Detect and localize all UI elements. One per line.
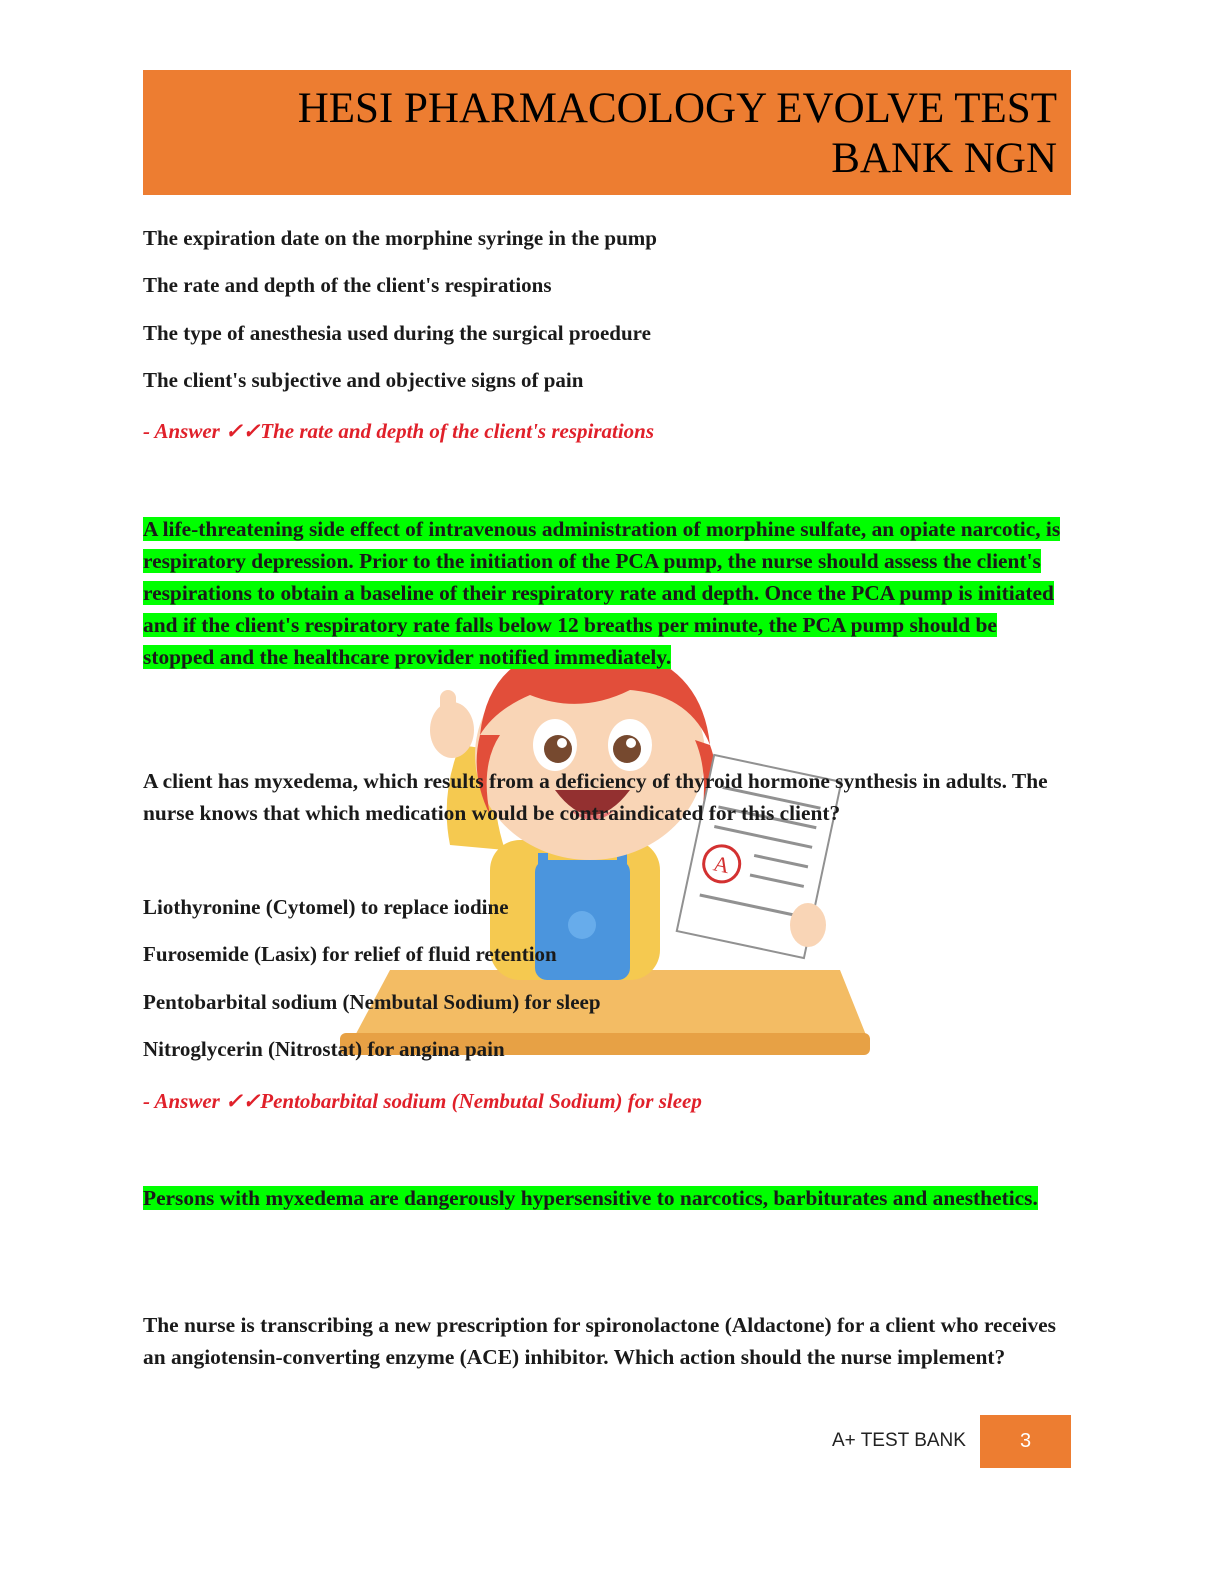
q1-rationale xyxy=(143,513,1073,673)
q1-option-2: The rate and depth of the client's respirations xyxy=(143,273,552,297)
q2-option-4: Nitroglycerin (Nitrostat) for angina pain xyxy=(143,1037,505,1061)
q2-answer: - Answer ✓✓Pentobarbital sodium (Nembutal Sodium) for sleep xyxy=(143,1089,702,1113)
q3-question: The nurse is transcribing a new prescription for spironolactone (Aldactone) for a client who receives an angiotensin-converting enzyme (ACE) inhibitor. Which action should the nurse implement? xyxy=(143,1313,1056,1369)
q2-option-3: Pentobarbital sodium (Nembutal Sodium) for sleep xyxy=(143,990,601,1014)
q2-option-2: Furosemide (Lasix) for relief of fluid retention xyxy=(143,942,557,966)
q1-option-1: The expiration date on the morphine syringe in the pump xyxy=(143,226,657,250)
q2-option-1: Liothyronine (Cytomel) to replace iodine xyxy=(143,895,509,919)
q1-rationale-text: A life-threatening side effect of intravenous administration of morphine sulfate, an opiate narcotic, is respiratory depression. Prior to the initiation of the PCA pump, the nurse should assess the client's respirations to obtain a baseline of their respiratory rate and depth. Once the PCA pump is initiated and if the client's respiratory rate falls below 12 breaths per minute, the PCA pump should be stopped and the healthcare provider notified immediately. xyxy=(143,517,1061,669)
q1-answer: - Answer ✓✓The rate and depth of the client's respirations xyxy=(143,419,655,443)
svg-text:A: A xyxy=(711,850,732,879)
q2-rationale xyxy=(143,1182,1073,1214)
document-title: HESI PHARMACOLOGY EVOLVE TEST BANK NGN xyxy=(297,85,1057,182)
header-banner xyxy=(143,70,1071,195)
page-number: 3 xyxy=(980,1415,1071,1468)
q1-option-4: The client's subjective and objective signs of pain xyxy=(143,368,584,392)
q1-option-3: The type of anesthesia used during the surgical proedure xyxy=(143,321,651,345)
q2-question: A client has myxedema, which results from a deficiency of thyroid hormone synthesis in adults. The nurse knows that which medication would be contraindicated for this client? xyxy=(143,769,1048,825)
footer-label: A+ TEST BANK xyxy=(832,1430,966,1451)
q2-rationale-text: Persons with myxedema are dangerously hypersensitive to narcotics, barbiturates and anesthetics. xyxy=(143,1186,1038,1210)
